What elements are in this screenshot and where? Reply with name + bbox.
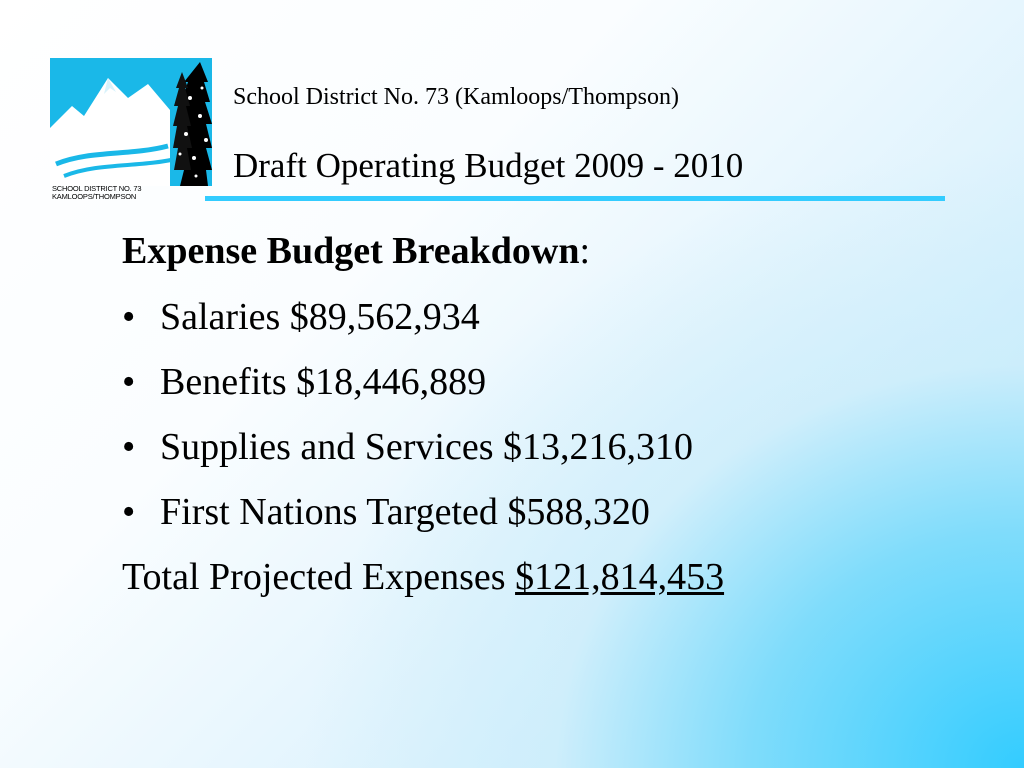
list-item [122,298,982,336]
list-item-text: First Nations Targeted $588,320 [160,491,650,533]
total-line [122,558,982,596]
district-name: School District No. 73 (Kamloops/Thompson) [233,84,679,110]
list-item-text: Salaries $89,562,934 [160,296,480,338]
list-item-text: Supplies and Services $13,216,310 [160,426,694,468]
total-label: Total Projected Expenses [122,556,516,598]
logo-text-line2: KAMLOOPS/THOMPSON [52,192,137,201]
slide-body [122,232,982,596]
heading-colon: : [579,230,591,272]
list-item [122,428,982,466]
slide-title: Draft Operating Budget 2009 - 2010 [233,146,744,185]
list-item [122,493,982,531]
mountain-tree-logo-icon [50,58,212,204]
bullet-icon: • [122,296,136,338]
list-item-text: Benefits $18,446,889 [160,361,487,403]
section-heading [122,232,982,270]
list-item [122,363,982,401]
bullet-icon: • [122,426,136,468]
logo-text-line1: SCHOOL DISTRICT NO. 73 [52,184,142,193]
district-logo [50,58,212,204]
total-amount: $121,814,453 [515,556,725,598]
bullet-icon: • [122,361,136,403]
header-divider [205,196,945,201]
heading-text: Expense Budget Breakdown [122,230,580,272]
bullet-icon: • [122,491,136,533]
